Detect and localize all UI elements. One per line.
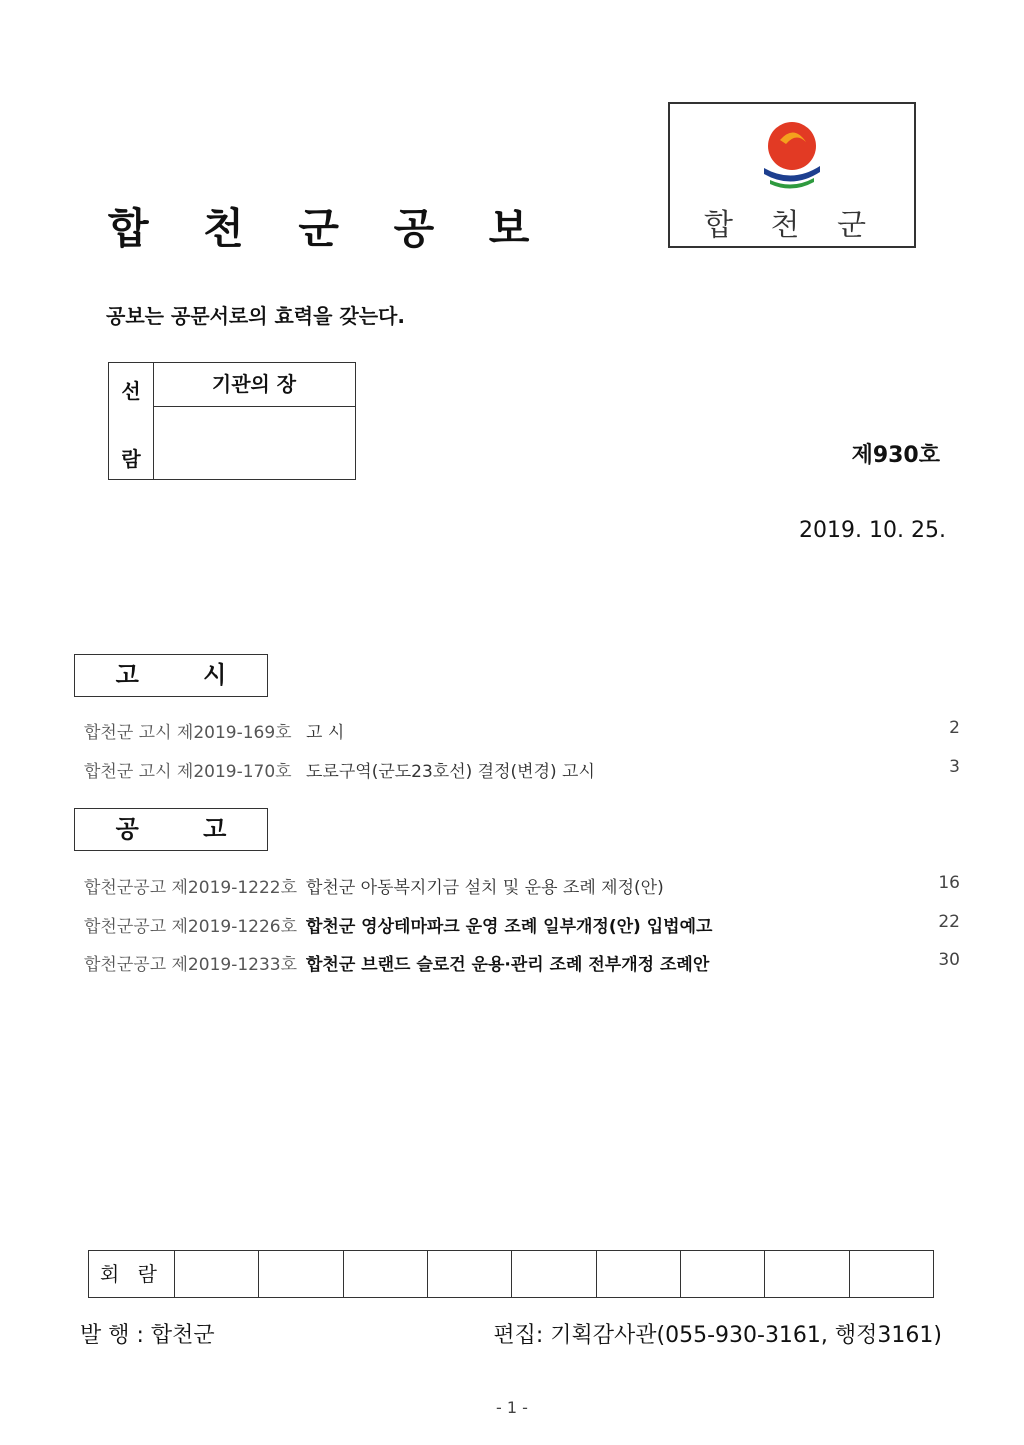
entry-page: 30 <box>938 950 960 970</box>
routing-cell <box>765 1251 849 1297</box>
routing-label: 회 람 <box>89 1251 175 1297</box>
entry-page: 3 <box>949 757 960 777</box>
emblem-icon <box>756 118 828 192</box>
toc-entry[interactable] <box>84 912 960 938</box>
routing-cell <box>259 1251 343 1297</box>
entry-number: 합천군공고 제2019-1226호 <box>84 917 298 937</box>
subtitle: 공보는 공문서로의 효력을 갖는다. <box>106 304 405 328</box>
routing-cell <box>850 1251 933 1297</box>
entry-number: 합천군 고시 제2019-170호 <box>84 762 292 782</box>
issue-date: 2019. 10. 25. <box>799 518 946 543</box>
toc-entry[interactable] <box>84 757 960 783</box>
routing-cell <box>681 1251 765 1297</box>
routing-cell <box>344 1251 428 1297</box>
entry-number: 합천군공고 제2019-1233호 <box>84 955 298 975</box>
routing-cell <box>597 1251 681 1297</box>
entry-title: 합천군 아동복지기금 설치 및 운용 조례 제정(안) <box>306 878 664 898</box>
entry-title: 도로구역(군도23호선) 결정(변경) 고시 <box>306 762 595 782</box>
page-number: - 1 - <box>496 1398 528 1417</box>
entry-number: 합천군 고시 제2019-169호 <box>84 723 292 743</box>
logo-name: 합 천 군 <box>703 208 880 243</box>
entry-title: 합천군 영상테마파크 운영 조례 일부개정(안) 입법예고 <box>306 917 713 937</box>
entry-title: 합천군 브랜드 슬로건 운용·관리 조례 전부개정 조례안 <box>306 955 710 975</box>
entry-title: 고 시 <box>306 723 345 743</box>
entry-number: 합천군공고 제2019-1222호 <box>84 878 298 898</box>
review-label-char: 람 <box>121 447 141 471</box>
toc-entry[interactable] <box>84 873 960 899</box>
section-heading-notice: 고 시 <box>74 654 268 697</box>
toc-entry[interactable] <box>84 950 960 976</box>
publisher: 발 행 : 합천군 <box>80 1323 215 1348</box>
review-header: 기관의 장 <box>153 363 355 407</box>
county-logo <box>668 102 916 248</box>
entry-page: 16 <box>938 873 960 893</box>
routing-cell <box>428 1251 512 1297</box>
editor-contact: 편집: 기획감사관(055-930-3161, 행정3161) <box>493 1323 942 1348</box>
routing-cell <box>175 1251 259 1297</box>
entry-page: 22 <box>938 912 960 932</box>
section-heading-announcement: 공 고 <box>74 808 268 851</box>
toc-entry[interactable] <box>84 718 960 744</box>
page-title: 합 천 군 공 보 <box>108 204 550 253</box>
entry-page: 2 <box>949 718 960 738</box>
review-box <box>108 362 356 480</box>
routing-cell <box>512 1251 596 1297</box>
review-label-char: 선 <box>121 379 141 403</box>
routing-table <box>88 1250 934 1298</box>
issue-number: 제930호 <box>851 443 940 468</box>
